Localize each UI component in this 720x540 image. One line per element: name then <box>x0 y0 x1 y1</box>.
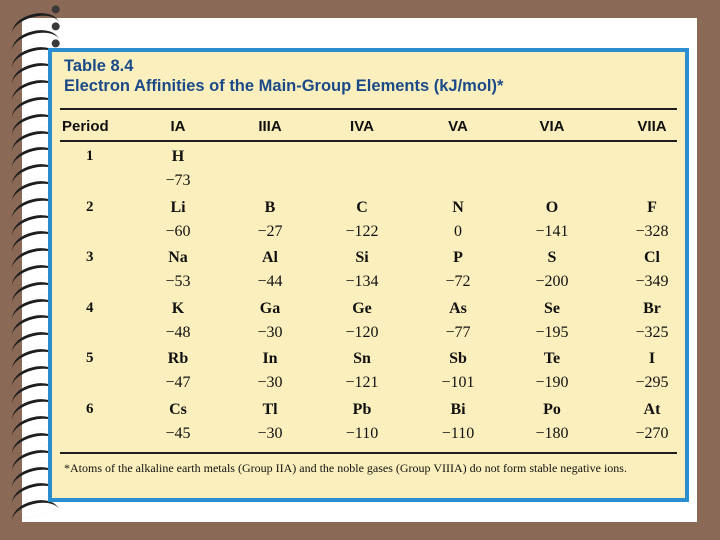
element-symbol: Sb <box>449 350 467 367</box>
element-symbol: Tl <box>262 400 278 418</box>
electron-affinity-value: −190 <box>535 374 569 391</box>
element-symbol: Po <box>543 400 561 418</box>
element-symbol: F <box>647 198 657 216</box>
electron-affinity-value: −195 <box>535 323 569 341</box>
period-number: 6 <box>86 400 94 417</box>
element-symbol: Na <box>168 249 188 266</box>
period-number: 2 <box>86 198 94 215</box>
element-symbol: Te <box>543 350 561 367</box>
table-title: Electron Affinities of the Main-Group Elements (kJ/mol)* <box>64 77 504 95</box>
period-number: 4 <box>86 299 94 316</box>
electron-affinity-value: −30 <box>257 374 283 391</box>
electron-affinity-value: −30 <box>257 424 283 442</box>
element-symbol: Cs <box>169 400 187 418</box>
element-symbol: Ga <box>259 299 281 317</box>
electron-affinity-value: −270 <box>635 424 669 442</box>
electron-affinity-value: −110 <box>441 424 475 442</box>
electron-affinity-value: −60 <box>165 222 191 240</box>
electron-affinity-value: −45 <box>165 424 191 442</box>
electron-affinity-value: −295 <box>635 374 669 391</box>
electron-affinity-value: −72 <box>445 273 471 290</box>
header-top-rule <box>60 108 677 110</box>
table-bottom-rule <box>60 452 677 454</box>
element-symbol: O <box>545 198 559 216</box>
element-symbol: H <box>171 148 185 165</box>
element-symbol: Bi <box>450 400 466 418</box>
element-symbol: In <box>262 350 278 367</box>
period-number: 5 <box>86 350 94 366</box>
electron-affinity-value: −77 <box>445 323 471 341</box>
element-symbol: At <box>643 400 661 418</box>
column-header-iva: IVA <box>350 118 374 135</box>
element-symbol: K <box>171 299 185 317</box>
element-symbol: As <box>449 299 467 317</box>
column-header-iiia: IIIA <box>258 118 282 135</box>
electron-affinity-value: −73 <box>165 172 191 189</box>
element-symbol: N <box>452 198 464 216</box>
electron-affinity-value: −120 <box>345 323 379 341</box>
element-symbol: C <box>356 198 368 216</box>
column-header-via: VIA <box>539 118 565 135</box>
element-symbol: Si <box>355 249 369 266</box>
element-symbol: Li <box>170 198 186 216</box>
electron-affinity-value: −110 <box>345 424 379 442</box>
element-symbol: Cl <box>644 249 660 266</box>
element-symbol: Al <box>262 249 278 266</box>
electron-affinity-value: −30 <box>257 323 283 341</box>
column-header-va: VA <box>448 118 468 135</box>
element-symbol: I <box>648 350 656 367</box>
table-number: Table 8.4 <box>64 57 134 75</box>
column-header-period: Period <box>62 118 109 135</box>
table-footnote: *Atoms of the alkaline earth metals (Group IIA) and the noble gases (Group VIIIA) do not form stable negative ions. <box>64 461 627 475</box>
element-symbol: Pb <box>352 400 372 418</box>
electron-affinity-value: −141 <box>535 222 569 240</box>
electron-affinity-value: −48 <box>165 323 191 341</box>
element-symbol: Se <box>544 299 560 317</box>
electron-affinity-value: −325 <box>635 323 669 341</box>
element-symbol: Rb <box>167 350 189 367</box>
electron-affinity-value: −47 <box>165 374 191 391</box>
element-symbol: S <box>547 249 557 266</box>
period-number: 3 <box>86 249 94 265</box>
electron-affinity-value: −328 <box>635 222 669 240</box>
electron-affinity-value: −101 <box>441 374 475 391</box>
electron-affinity-value: −44 <box>257 273 283 290</box>
column-header-viia: VIIA <box>637 118 667 135</box>
element-symbol: B <box>264 198 276 216</box>
electron-affinity-value: −122 <box>345 222 379 240</box>
header-bottom-rule <box>60 140 677 142</box>
column-header-ia: IA <box>170 118 186 135</box>
electron-affinity-value: −134 <box>345 273 379 290</box>
table-panel <box>48 48 689 502</box>
electron-affinity-value: −349 <box>635 273 669 290</box>
electron-affinity-value: −53 <box>165 273 191 290</box>
electron-affinity-value: 0 <box>454 222 462 240</box>
element-symbol: Sn <box>353 350 371 367</box>
element-symbol: P <box>453 249 463 266</box>
period-number: 1 <box>86 148 94 164</box>
element-symbol: Ge <box>352 299 372 317</box>
electron-affinity-value: −27 <box>257 222 283 240</box>
electron-affinity-value: −180 <box>535 424 569 442</box>
electron-affinity-value: −200 <box>535 273 569 290</box>
electron-affinity-value: −121 <box>345 374 379 391</box>
element-symbol: Br <box>643 299 661 317</box>
